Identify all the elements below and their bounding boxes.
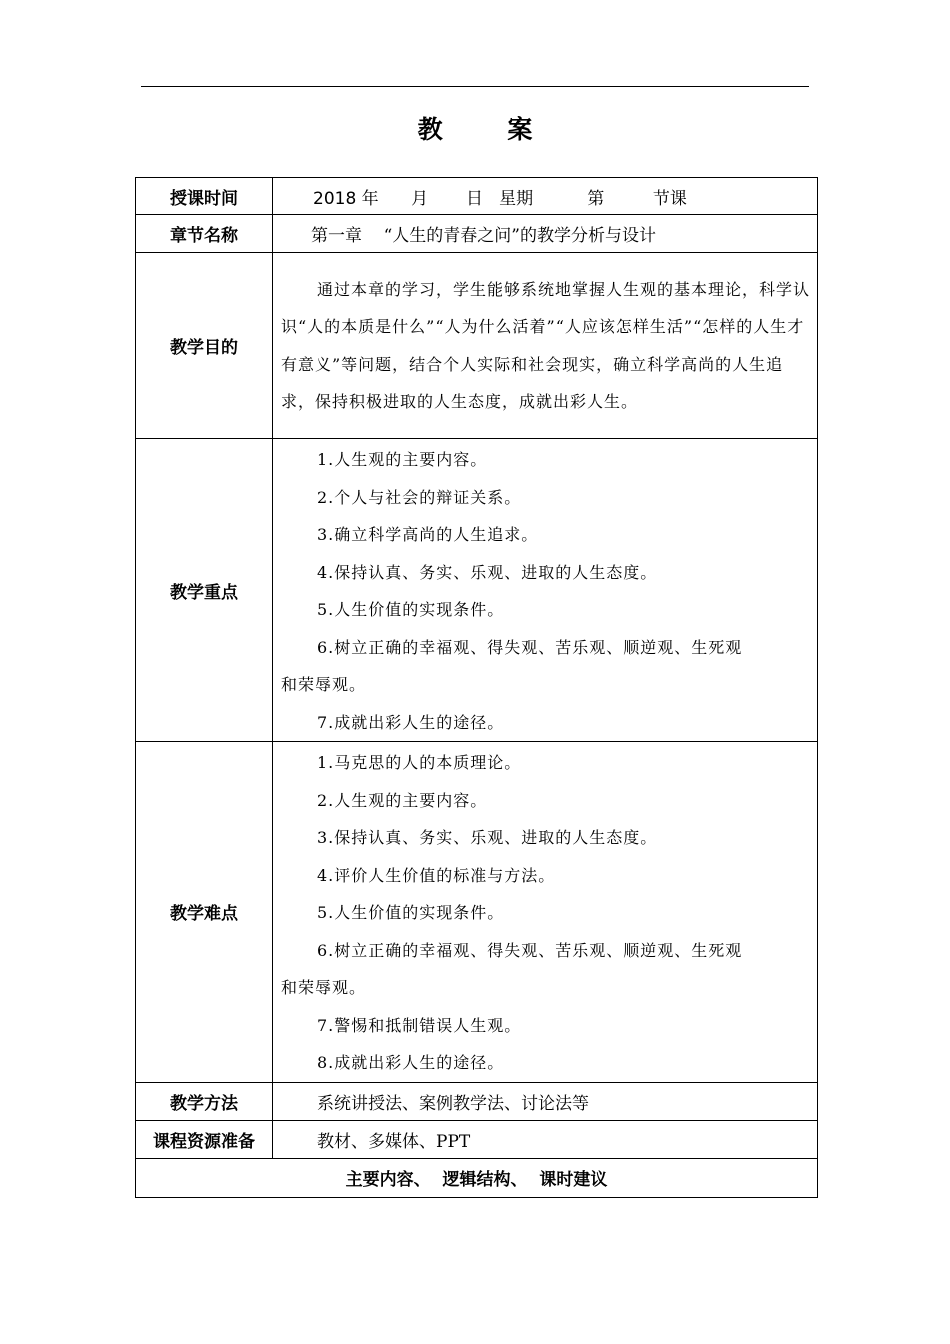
time-row — [136, 178, 818, 215]
time-year: 2018 — [313, 188, 357, 209]
summary-heading: 主要内容、 逻辑结构、 课时建议 — [136, 1158, 818, 1197]
key-point-item: 6.树立正确的幸福观、得失观、苦乐观、顺逆观、生死观 — [317, 637, 743, 657]
goal-text: 通过本章的学习，学生能够系统地掌握人生观的基本理论，科学认识“人的本质是什么”“人为什么活着”“人应该怎样生活”“怎样的人生才有意义”等问题，结合个人实际和社会现实，确立科学高尚的人生追求，保持积极进取的人生态度，成就出彩人生。 — [281, 279, 811, 411]
time-label: 授课时间 — [136, 178, 273, 215]
key-point-item: 2.个人与社会的辩证关系。 — [317, 487, 522, 507]
resources-text: 教材、多媒体、PPT — [317, 1131, 471, 1152]
method-text: 系统讲授法、案例教学法、讨论法等 — [317, 1093, 589, 1114]
key-points-row — [136, 439, 818, 742]
time-line — [273, 184, 817, 209]
goal-row — [136, 253, 818, 439]
summary-row — [136, 1158, 818, 1197]
difficulty-item: 8.成就出彩人生的途径。 — [317, 1053, 505, 1072]
difficulties-row — [136, 742, 818, 1083]
time-period-suffix: 节课 — [652, 188, 687, 209]
resources-label: 课程资源准备 — [136, 1120, 273, 1158]
key-point-item: 7.成就出彩人生的途径。 — [317, 712, 505, 732]
difficulty-item: 5.人生价值的实现条件。 — [317, 903, 505, 922]
method-row — [136, 1082, 818, 1120]
key-point-item: 3.确立科学高尚的人生追求。 — [317, 525, 539, 544]
difficulties-label: 教学难点 — [136, 742, 273, 1083]
key-point-item: 5.人生价值的实现条件。 — [317, 600, 505, 619]
time-month-unit: 月 — [411, 188, 429, 209]
key-point-item: 4.保持认真、务实、乐观、进取的人生态度。 — [317, 562, 658, 582]
goal-label: 教学目的 — [136, 253, 273, 439]
chapter-text: 第一章 “人生的青春之问”的教学分析与设计 — [311, 226, 656, 246]
difficulty-item: 6.树立正确的幸福观、得失观、苦乐观、顺逆观、生死观 — [317, 940, 743, 960]
time-value — [273, 178, 818, 215]
time-period-prefix: 第 — [587, 188, 605, 209]
goal-value — [273, 253, 818, 439]
time-year-unit: 年 — [361, 188, 379, 209]
resources-row — [136, 1120, 818, 1158]
chapter-label: 章节名称 — [136, 215, 273, 253]
difficulty-item: 1.马克思的人的本质理论。 — [317, 753, 522, 772]
method-label: 教学方法 — [136, 1082, 273, 1120]
difficulty-item: 4.评价人生价值的标准与方法。 — [317, 865, 556, 885]
difficulty-item: 7.警惕和抵制错误人生观。 — [317, 1015, 522, 1035]
key-point-item: 1.人生观的主要内容。 — [317, 450, 488, 469]
difficulty-item: 3.保持认真、务实、乐观、进取的人生态度。 — [317, 828, 658, 847]
key-points-label: 教学重点 — [136, 439, 273, 742]
header-rule — [141, 86, 809, 87]
chapter-row — [136, 215, 818, 253]
time-weekday: 星期 — [499, 188, 534, 209]
difficulty-item-continuation: 和荣辱观。 — [281, 978, 367, 997]
key-points-value — [273, 439, 818, 742]
lesson-plan-table — [135, 177, 818, 1198]
difficulties-value — [273, 742, 818, 1083]
document-title: 教 案 — [417, 115, 561, 144]
difficulty-item: 2.人生观的主要内容。 — [317, 790, 488, 810]
method-value — [273, 1082, 818, 1120]
chapter-value — [273, 215, 818, 253]
key-point-item-continuation: 和荣辱观。 — [281, 675, 367, 694]
resources-value — [273, 1120, 818, 1158]
time-day-unit: 日 — [465, 188, 483, 209]
